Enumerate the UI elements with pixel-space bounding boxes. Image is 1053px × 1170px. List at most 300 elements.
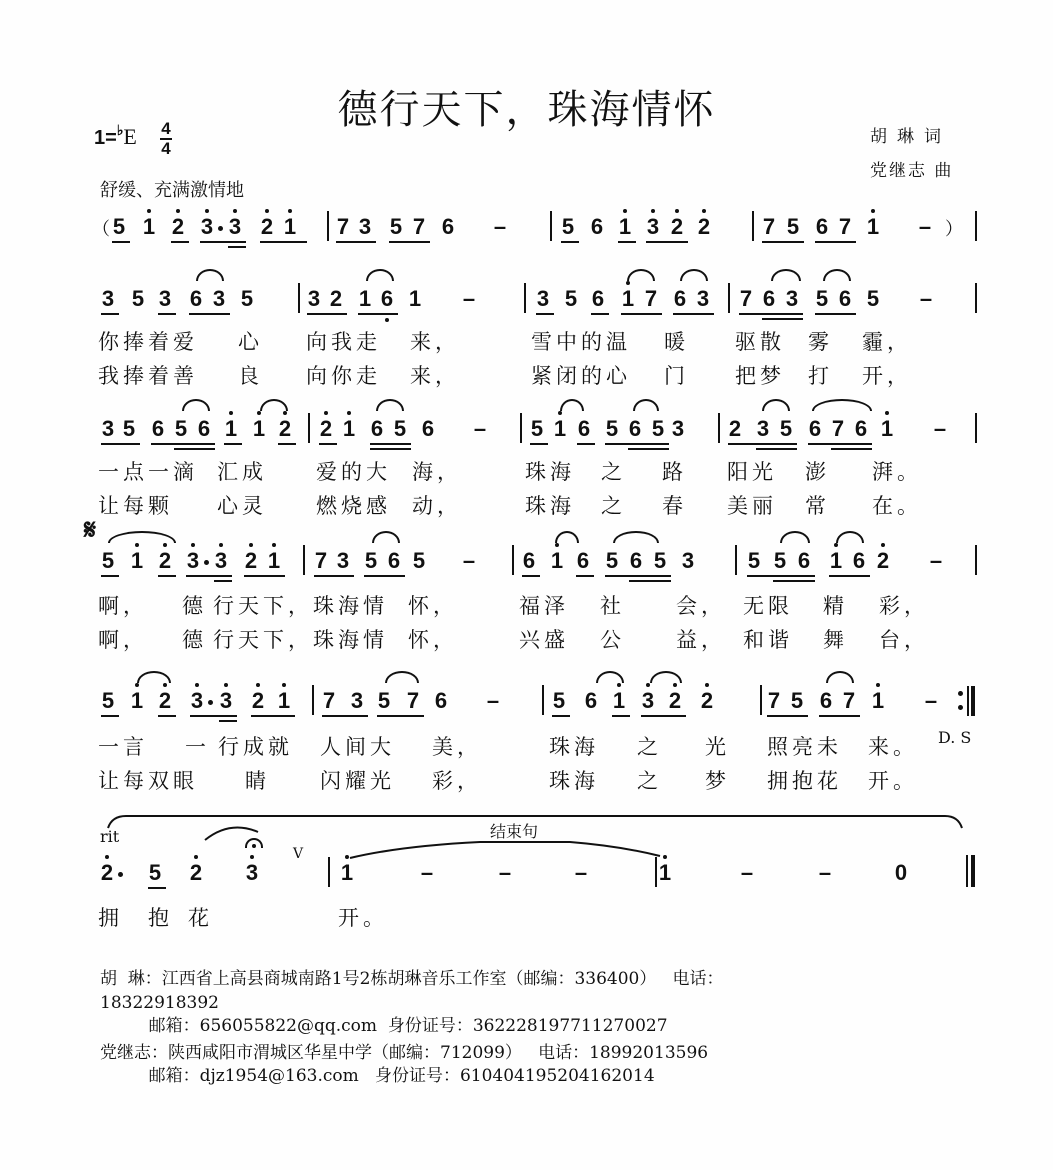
- lyric-syllables: 社: [600, 594, 625, 618]
- octave-high-dot: [324, 411, 328, 415]
- lyric-syllables: 雾: [808, 330, 833, 354]
- augmentation-dot: [204, 560, 209, 565]
- octave-high-dot: [135, 683, 139, 687]
- lyric-syllables: 驱散: [735, 330, 785, 354]
- eighth-underline: [101, 715, 119, 717]
- jianpu-note: 2: [276, 417, 294, 441]
- jianpu-note: 5: [101, 548, 115, 573]
- dash-extension: –: [462, 548, 476, 573]
- jianpu-note: 1: [878, 417, 896, 441]
- eighth-underline: [189, 313, 230, 315]
- eighth-underline: [815, 313, 856, 315]
- jianpu-note: 5: [131, 286, 145, 311]
- lyric-syllables: 益，: [676, 628, 726, 652]
- lyric-syllables: 紧闭的心: [531, 364, 631, 388]
- jianpu-note: 6: [762, 286, 776, 311]
- jianpu-note: 3: [696, 286, 710, 311]
- tempo-marking: 舒缓、充满激情地: [100, 180, 244, 201]
- lyric-syllables: 啊，: [98, 628, 148, 652]
- lyric-syllables: 让每双眼: [98, 769, 198, 793]
- jianpu-note: 3: [644, 215, 662, 239]
- lyric-syllables: 打: [808, 364, 833, 388]
- jianpu-note: 6: [584, 688, 598, 713]
- jianpu-note: 1: [275, 689, 293, 713]
- eighth-underline: [612, 715, 630, 717]
- lyric-syllables: 心灵: [217, 494, 267, 518]
- dash-extension: –: [473, 416, 487, 441]
- slur-arc: [762, 399, 790, 411]
- jianpu-note: 5: [747, 548, 761, 573]
- jianpu-note: 1: [827, 549, 845, 573]
- slur-arc: [555, 531, 579, 543]
- lyric-syllables: 闪耀光: [320, 769, 395, 793]
- jianpu-note: 5: [240, 286, 254, 311]
- jianpu-note: 1: [616, 215, 634, 239]
- lyric-syllables: 来，: [410, 330, 460, 354]
- jianpu-note: 1: [265, 549, 283, 573]
- lyric-syllables: 花: [188, 906, 213, 930]
- slur-arc: [771, 269, 801, 281]
- lyric-syllables: 福泽: [519, 594, 569, 618]
- repeat-dot: [958, 705, 963, 710]
- time-top: 4: [161, 119, 171, 138]
- jianpu-note: 5: [377, 688, 391, 713]
- slur-arc: [196, 269, 224, 281]
- jianpu-note: 6: [441, 214, 455, 239]
- jianpu-note: 7: [644, 286, 658, 311]
- jianpu-note: 5: [779, 416, 793, 441]
- jianpu-note: 3: [358, 214, 372, 239]
- eighth-underline: [224, 443, 242, 445]
- dash-extension: –: [818, 860, 832, 885]
- lyric-syllables: 春: [662, 494, 687, 518]
- lyric-syllables: 之: [601, 460, 626, 484]
- lyric-syllables: 在。: [872, 494, 922, 518]
- jianpu-note: 7: [336, 214, 350, 239]
- slur-arc: [613, 531, 659, 543]
- slur-arc: [650, 671, 682, 683]
- eighth-underline: [605, 443, 669, 445]
- jianpu-note: 3: [243, 861, 261, 885]
- sixteenth-underline: [174, 448, 215, 450]
- jianpu-note: 1: [358, 286, 372, 311]
- repeat-barline-thin: [967, 686, 969, 716]
- slur-arc: [596, 671, 624, 683]
- jianpu-note: 5: [605, 548, 619, 573]
- octave-high-dot: [256, 683, 260, 687]
- dash-extension: –: [924, 688, 938, 713]
- jianpu-note: 2: [156, 549, 174, 573]
- barline: [760, 685, 762, 715]
- jianpu-note: 2: [695, 215, 713, 239]
- dash-extension: –: [420, 860, 434, 885]
- eighth-underline: [322, 715, 368, 717]
- segno-icon: 𝄋: [84, 513, 97, 546]
- jianpu-note: 6: [628, 416, 642, 441]
- augmentation-dot: [208, 700, 213, 705]
- octave-high-dot: [147, 209, 151, 213]
- lyric-syllables: 霾，: [862, 330, 912, 354]
- jianpu-note: 7: [406, 688, 420, 713]
- jianpu-note: 6: [197, 416, 211, 441]
- dash-extension: –: [498, 860, 512, 885]
- eighth-underline: [577, 443, 595, 445]
- lyric-syllables: 心: [238, 330, 263, 354]
- eighth-underline: [552, 715, 570, 717]
- eighth-underline: [605, 575, 671, 577]
- eighth-underline: [591, 313, 609, 315]
- slur-arc: [680, 269, 708, 281]
- lyric-syllables: 向你走: [306, 364, 381, 388]
- eighth-underline: [314, 575, 354, 577]
- jianpu-note: 5: [393, 416, 407, 441]
- eighth-underline: [101, 443, 140, 445]
- jianpu-note: 1: [619, 287, 637, 311]
- contact-line: 18322918392: [100, 993, 219, 1013]
- barline: [312, 685, 314, 715]
- lyric-syllables: 德: [182, 594, 207, 618]
- lyric-syllables: 美，: [432, 735, 482, 759]
- octave-high-dot: [163, 683, 167, 687]
- jianpu-note: 2: [169, 215, 187, 239]
- jianpu-note: 6: [576, 548, 590, 573]
- lyric-syllables: 一言: [98, 735, 148, 759]
- lyric-syllables: 抱: [148, 906, 173, 930]
- jianpu-note: 2: [156, 689, 174, 713]
- octave-high-dot: [257, 411, 261, 415]
- eighth-underline: [377, 715, 424, 717]
- jianpu-note: 1: [128, 549, 146, 573]
- fermata-dot: [252, 844, 256, 848]
- sixteenth-underline: [831, 448, 872, 450]
- lyric-syllables: 拥抱花: [767, 769, 842, 793]
- barline: [975, 211, 977, 241]
- octave-high-dot: [249, 543, 253, 547]
- lyric-syllables: 开。: [868, 769, 918, 793]
- jianpu-note: 2: [98, 861, 116, 885]
- lyric-syllables: 海，: [412, 460, 462, 484]
- jianpu-note: 6: [189, 286, 203, 311]
- jianpu-note: 2: [242, 549, 260, 573]
- barline: [975, 283, 977, 313]
- jianpu-note: 3: [212, 549, 230, 573]
- jianpu-note: 6: [522, 548, 536, 573]
- key-signature: [94, 124, 137, 150]
- lyric-syllables: 燃烧感: [316, 494, 391, 518]
- jianpu-note: 3: [785, 286, 799, 311]
- lyric-syllables: 和谐: [743, 628, 793, 652]
- jianpu-note: 6: [370, 416, 384, 441]
- eighth-underline: [728, 443, 797, 445]
- jianpu-note: 1: [864, 215, 882, 239]
- jianpu-note: 6: [434, 688, 448, 713]
- lyric-syllables: 怀，: [408, 628, 458, 652]
- barline: [303, 545, 305, 575]
- eighth-underline: [576, 575, 594, 577]
- octave-high-dot: [288, 209, 292, 213]
- eighth-underline: [762, 241, 804, 243]
- dash-extension: –: [929, 548, 943, 573]
- contact-line: 党继志：陕西咸阳市渭城区华星中学（邮编：712099） 电话：18992013596: [100, 1043, 709, 1063]
- octave-high-dot: [176, 209, 180, 213]
- rit-marking: rit: [100, 827, 120, 846]
- eighth-underline: [186, 575, 232, 577]
- eighth-underline: [536, 313, 554, 315]
- jianpu-note: 3: [756, 416, 770, 441]
- jianpu-note: 3: [212, 286, 226, 311]
- jianpu-note: 5: [790, 688, 804, 713]
- jianpu-note: 3: [184, 549, 202, 573]
- jianpu-note: 7: [762, 214, 776, 239]
- barline: [550, 211, 552, 241]
- barline: [308, 413, 310, 443]
- jianpu-note: 5: [653, 548, 667, 573]
- octave-high-dot: [626, 281, 630, 285]
- jianpu-note: 7: [739, 286, 753, 311]
- jianpu-note: 1: [281, 215, 299, 239]
- jianpu-note: 3: [101, 286, 115, 311]
- octave-high-dot: [283, 411, 287, 415]
- octave-high-dot: [646, 683, 650, 687]
- sixteenth-underline: [756, 448, 797, 450]
- jianpu-note: 3: [639, 689, 657, 713]
- barline: [752, 211, 754, 241]
- lyric-syllables: 一点一滴: [98, 460, 198, 484]
- lyric-syllables: 之: [637, 769, 662, 793]
- eighth-underline: [370, 443, 411, 445]
- dash-extension: –: [919, 286, 933, 311]
- jianpu-note: 7: [831, 416, 845, 441]
- octave-high-dot: [272, 543, 276, 547]
- lyric-syllables: 向我走: [306, 330, 381, 354]
- eighth-underline: [808, 443, 872, 445]
- song-title: 德行天下，珠海情怀: [337, 87, 716, 133]
- jianpu-note: 6: [808, 416, 822, 441]
- jianpu-note: 3: [671, 416, 685, 441]
- lyric-syllables: 珠海: [525, 494, 575, 518]
- jianpu-note: 7: [322, 688, 336, 713]
- eighth-underline: [530, 443, 548, 445]
- lyric-syllables: 啊，: [98, 594, 148, 618]
- jianpu-note: 6: [797, 548, 811, 573]
- octave-high-dot: [705, 683, 709, 687]
- jianpu-note: 5: [412, 548, 426, 573]
- jianpu-note: 6: [629, 548, 643, 573]
- jianpu-note: 1: [656, 861, 674, 885]
- lyric-syllables: 照亮未: [767, 735, 842, 759]
- jianpu-note: 5: [101, 688, 115, 713]
- jianpu-note: 1: [551, 417, 569, 441]
- sixteenth-underline: [762, 318, 803, 320]
- eighth-underline: [158, 715, 176, 717]
- eighth-underline: [336, 241, 376, 243]
- jianpu-note: 5: [786, 214, 800, 239]
- jianpu-note: 6: [151, 416, 165, 441]
- slur-arc: [633, 399, 659, 411]
- slur-arc: [376, 399, 404, 411]
- eighth-underline: [739, 313, 803, 315]
- dash-extension: –: [574, 860, 588, 885]
- octave-high-dot: [229, 411, 233, 415]
- jianpu-note: 1: [408, 286, 422, 311]
- jianpu-note: 5: [148, 860, 162, 885]
- eighth-underline: [101, 575, 119, 577]
- octave-high-dot: [233, 209, 237, 213]
- eighth-underline: [151, 443, 215, 445]
- slur-arc: [182, 399, 210, 411]
- lyric-syllables: 人间大: [320, 735, 395, 759]
- jianpu-note: 6: [815, 214, 829, 239]
- jianpu-note: 7: [842, 688, 856, 713]
- barline: [298, 283, 300, 313]
- slur-arc: [260, 399, 288, 411]
- octave-high-dot: [558, 411, 562, 415]
- jianpu-note: 5: [364, 548, 378, 573]
- jianpu-note: 5: [866, 286, 880, 311]
- contact-line: 邮箱：djz1954@163.com 身份证号：610404195204162014: [100, 1066, 655, 1086]
- jianpu-note: 1: [869, 689, 887, 713]
- jianpu-note: 1: [128, 689, 146, 713]
- lyric-syllables: 良: [238, 364, 263, 388]
- flat-icon: ♭: [116, 122, 124, 138]
- lyric-syllables: 行成就: [218, 735, 293, 759]
- intro-paren-close: ）: [945, 219, 963, 240]
- jianpu-note: 1: [140, 215, 158, 239]
- octave-high-dot: [205, 209, 209, 213]
- jianpu-note: 3: [217, 689, 235, 713]
- lyric-syllables: 睛: [245, 769, 270, 793]
- barline: [542, 685, 544, 715]
- eighth-underline: [158, 313, 176, 315]
- jianpu-note: 5: [651, 416, 665, 441]
- jianpu-note: 2: [728, 416, 742, 441]
- octave-low-dot: [385, 318, 389, 322]
- eighth-underline: [251, 715, 295, 717]
- slur-arc: [108, 531, 176, 543]
- octave-high-dot: [675, 209, 679, 213]
- jianpu-note: 5: [605, 416, 619, 441]
- augmentation-dot: [218, 226, 223, 231]
- lyric-syllables: 开，: [862, 364, 912, 388]
- octave-high-dot: [224, 683, 228, 687]
- lyric-syllables: 梦: [705, 769, 730, 793]
- octave-high-dot: [163, 543, 167, 547]
- lyric-syllables: 雪中的温: [531, 330, 631, 354]
- eighth-underline: [190, 715, 237, 717]
- eighth-underline: [307, 313, 347, 315]
- jianpu-note: 3: [188, 689, 206, 713]
- barline: [512, 545, 514, 575]
- lyric-syllables: 湃。: [872, 460, 922, 484]
- lyric-syllables: 珠海: [525, 460, 575, 484]
- jianpu-note: 3: [307, 286, 321, 311]
- sixteenth-underline: [228, 246, 246, 248]
- lyric-syllables: 行天下，珠海情: [213, 628, 388, 652]
- barline: [975, 545, 977, 575]
- contact-line: 胡 琳：江西省上高县商城南路1号2栋胡琳音乐工作室（邮编：336400） 电话：: [100, 969, 724, 989]
- final-barline-thick: [971, 855, 975, 887]
- lyric-syllables: 兴盛: [519, 628, 569, 652]
- slur-arc: [627, 269, 655, 281]
- jianpu-note: 7: [412, 214, 426, 239]
- dash-extension: –: [740, 860, 754, 885]
- jianpu-note: 3: [536, 286, 550, 311]
- sixteenth-underline: [370, 448, 411, 450]
- lyric-syllables: 珠海: [549, 769, 599, 793]
- jianpu-note: 6: [387, 548, 401, 573]
- octave-high-dot: [195, 683, 199, 687]
- jianpu-note: 6: [819, 688, 833, 713]
- dash-extension: –: [486, 688, 500, 713]
- lyric-syllables: 一: [185, 735, 210, 759]
- jianpu-note: 6: [854, 416, 868, 441]
- lyric-syllables: 澎: [805, 460, 830, 484]
- lyric-syllables: 之: [601, 494, 626, 518]
- lyric-syllables: 爱的大: [316, 460, 391, 484]
- octave-high-dot: [282, 683, 286, 687]
- octave-high-dot: [135, 543, 139, 547]
- lyric-syllables: 来，: [410, 364, 460, 388]
- eighth-underline: [389, 241, 430, 243]
- composer-credit: 党继志 曲: [870, 161, 954, 181]
- lyric-syllables: 怀，: [408, 594, 458, 618]
- octave-high-dot: [881, 543, 885, 547]
- jianpu-note: 1: [610, 689, 628, 713]
- intro-paren-open: （: [92, 219, 110, 240]
- key-prefix: 1=: [94, 127, 117, 149]
- lyric-syllables: 台，: [879, 628, 929, 652]
- lyric-syllables: 把梦: [735, 364, 785, 388]
- barline: [975, 413, 977, 443]
- octave-high-dot: [834, 543, 838, 547]
- lyric-syllables: 德: [182, 628, 207, 652]
- jianpu-note: 5: [174, 416, 188, 441]
- dash-extension: –: [933, 416, 947, 441]
- octave-high-dot: [885, 411, 889, 415]
- jianpu-note: 6: [852, 548, 866, 573]
- eighth-underline: [673, 313, 714, 315]
- jianpu-note: 6: [673, 286, 687, 311]
- lyric-syllables: 常: [805, 494, 830, 518]
- jianpu-note: 5: [564, 286, 578, 311]
- jianpu-note: 1: [340, 417, 358, 441]
- sixteenth-underline: [628, 448, 669, 450]
- octave-high-dot: [673, 683, 677, 687]
- eighth-underline: [358, 313, 398, 315]
- lyric-syllables: 汇成: [217, 460, 267, 484]
- slur-arc: [780, 531, 810, 543]
- slur-arc: [826, 671, 854, 683]
- octave-high-dot: [347, 411, 351, 415]
- jianpu-note: 2: [317, 417, 335, 441]
- eighth-underline: [244, 575, 285, 577]
- dash-extension: –: [462, 286, 476, 311]
- lyric-syllables: 拥: [98, 906, 123, 930]
- repeat-dot: [958, 691, 963, 696]
- eighth-underline: [522, 575, 540, 577]
- sixteenth-underline: [773, 580, 815, 582]
- jianpu-note: 5: [530, 416, 544, 441]
- eighth-underline: [621, 313, 662, 315]
- lyric-syllables: 你捧着爱: [98, 330, 198, 354]
- slur-arc: [366, 269, 394, 281]
- contact-line: 邮箱：656055822@qq.com 身份证号：362228197711270027: [100, 1016, 668, 1036]
- slur-arc: [137, 671, 171, 683]
- slur-arc: [823, 269, 851, 281]
- lyric-syllables: 动，: [412, 494, 462, 518]
- eighth-underline: [767, 715, 808, 717]
- lyric-syllables: 开。: [338, 906, 388, 930]
